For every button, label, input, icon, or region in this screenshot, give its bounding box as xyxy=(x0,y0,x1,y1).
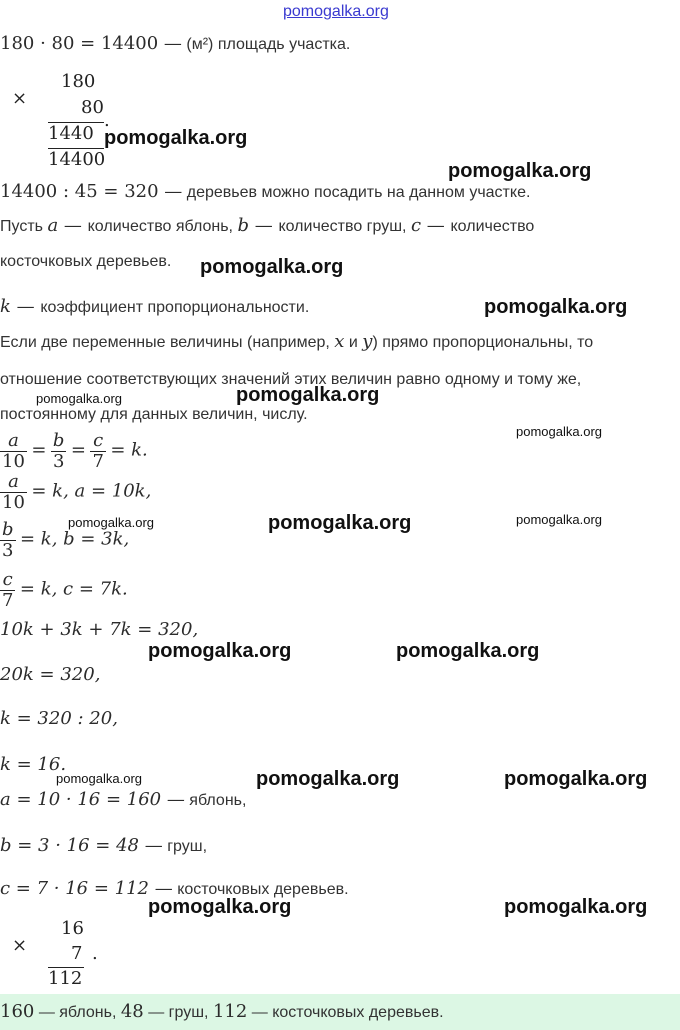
column1-top: 180 xyxy=(61,71,96,92)
frac-den: 10 xyxy=(2,451,25,472)
var-a: a xyxy=(47,215,59,236)
area-equation xyxy=(0,34,350,55)
watermark: pomogalka.org xyxy=(396,640,540,662)
apples-text: количество яблонь, xyxy=(87,218,233,235)
frac-den: 10 xyxy=(2,492,25,513)
watermark: pomogalka.org xyxy=(516,424,602,439)
frac-num: b xyxy=(2,519,14,540)
eq-20k-text: 20k = 320, xyxy=(0,664,101,685)
area-math: 180 · 80 = 14400 — xyxy=(0,33,182,54)
ratio-equation: $\frac{a}{10}$ = $\frac{b}{3}$ = $\frac{c}{7}$ = k. xyxy=(2,430,148,472)
column1-result: 14400 xyxy=(48,149,106,170)
fraction-b-3 xyxy=(0,520,16,561)
eq-c-tail: = k, c = 7k. xyxy=(19,578,128,600)
rule-text: Если две переменные величины (например, xyxy=(0,334,330,351)
let-word: Пусть xyxy=(0,218,43,235)
column1-dot: . xyxy=(104,110,110,131)
ratio-tail: = k. xyxy=(110,439,148,461)
watermark: pomogalka.org xyxy=(504,896,648,918)
var-k: k xyxy=(0,296,11,317)
fraction-a-10 xyxy=(0,472,27,513)
eq-20k xyxy=(0,665,100,686)
frac-num: c xyxy=(90,431,105,452)
let-statement xyxy=(0,216,534,237)
column1-bottom: 80 xyxy=(81,97,104,118)
dash: — xyxy=(10,296,41,317)
qty-text: количество xyxy=(450,218,535,235)
column2-sign: × xyxy=(12,935,28,956)
frac-den: 7 xyxy=(92,451,104,472)
column2-bottom: 7 xyxy=(71,943,83,964)
watermark: pomogalka.org xyxy=(504,768,648,790)
pears-label: груш, xyxy=(167,838,208,855)
answer-box xyxy=(0,994,680,1030)
frac-num: b xyxy=(52,430,65,451)
watermark: pomogalka.org xyxy=(68,515,154,530)
answer-apples-label: — яблонь, xyxy=(38,1004,117,1021)
apples-math: a = 10 · 16 = 160 — xyxy=(0,789,185,810)
var-c: c xyxy=(410,215,422,236)
watermark: pomogalka.org xyxy=(36,391,122,406)
frac-num: a xyxy=(0,472,27,493)
stone-math: c = 7 · 16 = 112 — xyxy=(0,878,173,899)
watermark: pomogalka.org xyxy=(236,384,380,406)
dash: — xyxy=(58,215,88,236)
fraction-c-7 xyxy=(90,431,105,472)
watermark: pomogalka.org xyxy=(484,296,628,318)
pears-math: b = 3 · 16 = 48 — xyxy=(0,835,163,856)
apples-label: яблонь, xyxy=(189,792,247,809)
stone-label: косточковых деревьев. xyxy=(177,881,349,898)
watermark: pomogalka.org xyxy=(268,512,412,534)
column2-top: 16 xyxy=(61,918,84,939)
fraction-c-7 xyxy=(0,570,15,611)
frac-num: a xyxy=(0,431,27,452)
watermark: pomogalka.org xyxy=(200,256,344,278)
answer-line xyxy=(0,1002,444,1023)
frac-num: c xyxy=(0,570,15,591)
watermark: pomogalka.org xyxy=(448,160,592,182)
header-watermark-link[interactable]: pomogalka.org xyxy=(283,3,389,20)
column1-partial: 1440 xyxy=(48,123,94,144)
watermark: pomogalka.org xyxy=(148,896,292,918)
answer-apples-count: 160 xyxy=(0,1001,35,1022)
dash: — xyxy=(248,215,279,236)
rule-text: отношение соответствующих значений этих величин равно одному и тому же, xyxy=(0,371,582,388)
trees-text: деревьев можно посадить на данном участке. xyxy=(186,184,531,201)
frac-den: 3 xyxy=(52,451,65,472)
answer-stone-label: — косточковых деревьев. xyxy=(251,1004,444,1021)
rule-text: ) прямо пропорциональны, то xyxy=(372,334,594,351)
watermark: pomogalka.org xyxy=(516,512,602,527)
coef-text: коэффициент пропорциональности. xyxy=(40,299,310,316)
eq-a-tail: = k, a = 10k, xyxy=(31,480,152,502)
stone-fruit-line xyxy=(0,252,171,272)
coef-line xyxy=(0,297,309,318)
eq-b-tail: = k, b = 3k, xyxy=(19,528,130,550)
answer-stone-count: 112 xyxy=(212,1001,248,1022)
column1-sign: × xyxy=(12,88,28,109)
watermark: pomogalka.org xyxy=(104,127,248,149)
eq-sum xyxy=(0,620,198,641)
eq-a xyxy=(0,472,151,513)
eq-k-div-text: k = 320 : 20, xyxy=(0,708,118,729)
eq-sum-text: 10k + 3k + 7k = 320, xyxy=(0,619,199,640)
fraction-b-3 xyxy=(51,431,67,472)
trees-equation xyxy=(0,182,530,203)
eq-apples xyxy=(0,790,246,811)
watermark: pomogalka.org xyxy=(256,768,400,790)
dash: — xyxy=(421,215,451,236)
watermark: pomogalka.org xyxy=(148,640,292,662)
frac-den: 7 xyxy=(2,590,14,611)
column2-result: 112 xyxy=(48,968,83,989)
rule-text: постоянному для данных величин, числу. xyxy=(0,406,308,423)
var-x: x xyxy=(334,331,345,352)
and-word: и xyxy=(348,334,358,351)
frac-den: 3 xyxy=(2,540,14,561)
area-text: (м²) площадь участка. xyxy=(186,36,351,53)
trees-math: 14400 : 45 = 320 — xyxy=(0,181,183,202)
var-b: b xyxy=(237,215,249,236)
fraction-a-10 xyxy=(0,431,27,472)
stone-text: косточковых деревьев. xyxy=(0,253,172,270)
var-y: y xyxy=(362,331,373,352)
eq-c xyxy=(0,570,128,611)
rule-line-1 xyxy=(0,332,593,353)
eq-k-div xyxy=(0,709,118,730)
answer-pears-label: — груш, xyxy=(148,1004,209,1021)
pears-text: количество груш, xyxy=(278,218,407,235)
column2-dot: . xyxy=(92,943,98,964)
eq-pears xyxy=(0,836,207,857)
rule-line-3 xyxy=(0,405,308,425)
answer-pears-count: 48 xyxy=(120,1001,144,1022)
eq-k-text: k = 16. xyxy=(0,754,67,775)
watermark: pomogalka.org xyxy=(56,771,142,786)
